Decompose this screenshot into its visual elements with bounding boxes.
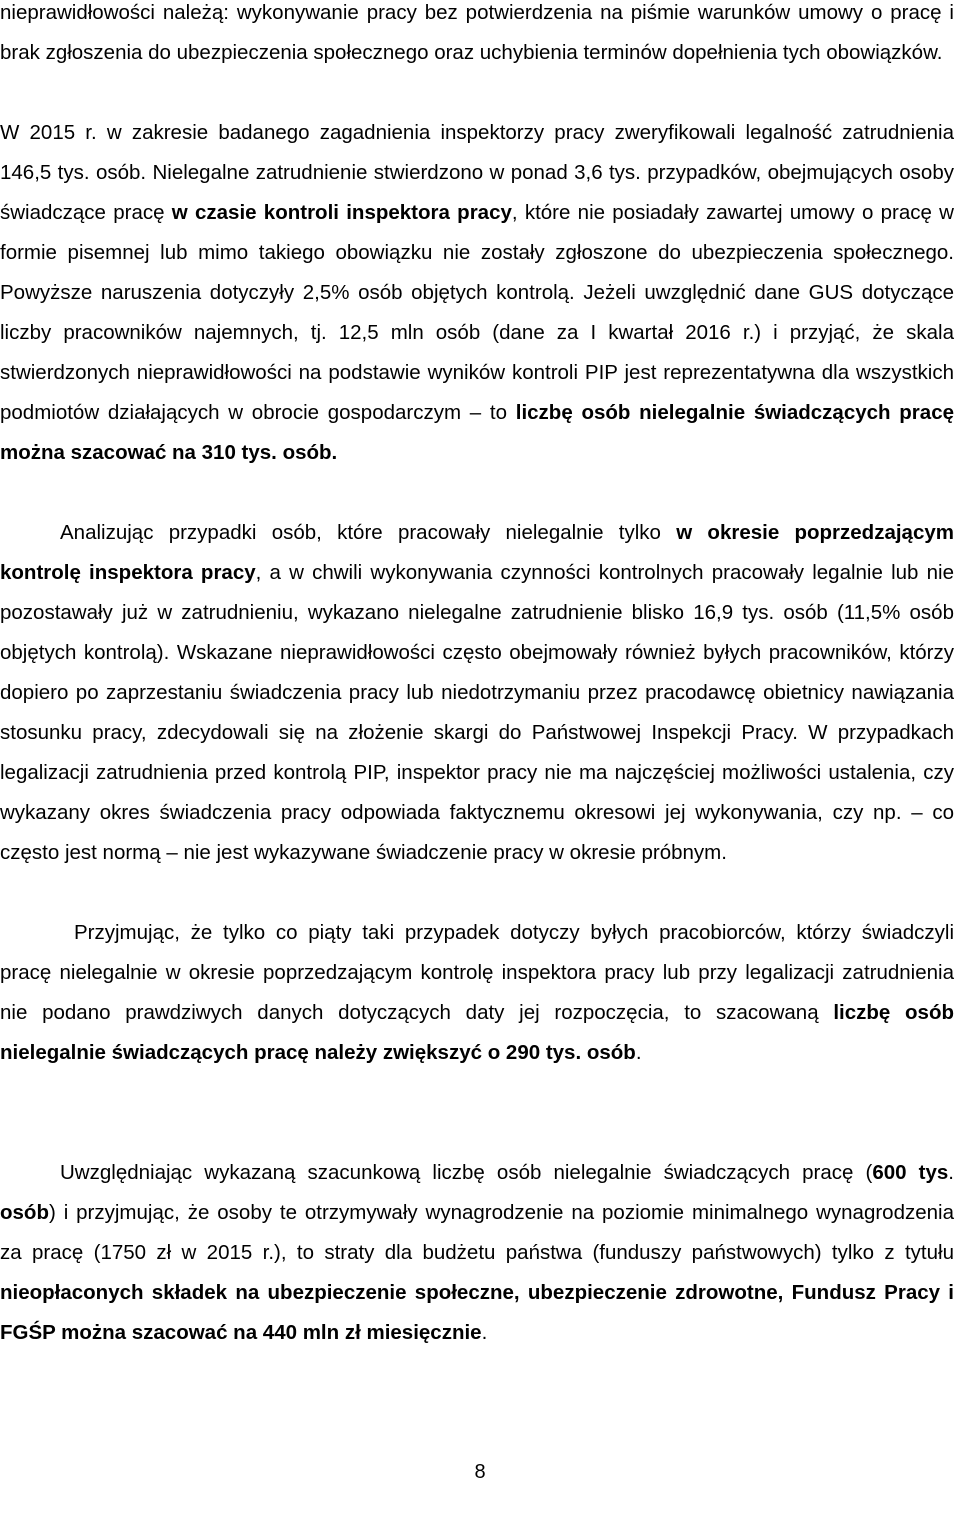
text-run: Uwzględniając wykazaną szacunkową liczbę osób nielegalnie świadczących pracę (: [60, 1161, 873, 1184]
text-run: , a w chwili wykonywania czynności kontrolnych pracowały legalnie lub nie pozostawały już w zatrudnieniu, wykazano nielegalne zatrudnienie blisko 16,9 tys. osób (11,5% osób objętych kontrolą). Wskazane nieprawidłowości często obejmowały również byłych pracowników, którzy dopiero po zaprzestaniu świadczenia pracy lub niedotrzymaniu przez pracodawcę obietnicy nawiązania stosunku pracy, zdecydowali się na złożenie skargi do Państwowej Inspekcji Pracy. W przypadkach legalizacji zatrudnienia przed kontrolą PIP, inspektor pracy nie ma najczęściej możliwości ustalenia, czy wykazany okres świadczenia pracy odpowiada faktycznemu okresowi jej wykonywania, czy np. – co często jest normą – nie jest wykazywane świadczenie pracy w okresie próbnym.: [0, 561, 954, 864]
text-run: .: [635, 1041, 642, 1064]
paragraph-3: [0, 513, 954, 873]
text-run: , które nie posiadały zawartej umowy o pracę w formie pisemnej lub mimo takiego obowiązku nie zostały zgłoszone do ubezpieczenia społecznego. Powyższe naruszenia dotyczyły 2,5% osób objętych kontrolą. Jeżeli uwzględnić dane GUS dotyczące liczby pracowników najemnych, tj. 12,5 mln osób (dane za I kwartał 2016 r.) i przyjąć, że skala stwierdzonych nieprawidłowości na podstawie wyników kontroli PIP jest reprezentatywna dla wszystkich podmiotów działających w obrocie gospodarczym – to: [0, 201, 954, 424]
bold-text-run: w czasie kontroli inspektora pracy: [171, 201, 512, 224]
text-run: nieprawidłowości należą: wykonywanie pracy bez potwierdzenia na piśmie warunków umowy o pracę i brak zgłoszenia do ubezpieczenia społecznego oraz uchybienia terminów dopełnienia tych obowiązków.: [0, 1, 954, 64]
bold-text-run: nieopłaconych składek na ubezpieczenie społeczne, ubezpieczenie zdrowotne, Fundusz Pracy i FGŚP można szacować na 440 mln zł miesięcznie: [0, 1281, 954, 1344]
paragraph-1: [0, 0, 954, 73]
bold-text-run: osób: [0, 1201, 49, 1224]
bold-text-run: w okresie poprzedzającym kontrolę inspektora pracy: [0, 521, 954, 584]
bold-text-run: 600 tys: [872, 1161, 949, 1184]
text-run: Analizując przypadki osób, które pracowały nielegalnie tylko: [60, 521, 677, 544]
text-run: .: [948, 1161, 954, 1184]
bold-text-run: liczbę osób nielegalnie świadczących pracę należy zwiększyć o 290 tys. osób: [0, 1001, 954, 1064]
text-run: ) i przyjmując, że osoby te otrzymywały wynagrodzenie na poziomie minimalnego wynagrodzenia za pracę (1750 zł w 2015 r.), to straty dla budżetu państwa (funduszy państwowych) tylko z tytułu: [0, 1201, 954, 1264]
paragraph-4: [0, 913, 954, 1073]
page-number: 8: [474, 1461, 486, 1483]
text-run: Przyjmując, że tylko co piąty taki przypadek dotyczy byłych pracobiorców, którzy świadczyli pracę nielegalnie w okresie poprzedzającym kontrolę inspektora pracy lub przy legalizacji zatrudnienia nie podano prawdziwych danych dotyczących daty jej rozpoczęcia, to szacowaną: [0, 921, 954, 1024]
paragraph-2: [0, 113, 954, 473]
bold-text-run: liczbę osób nielegalnie świadczących pracę można szacować na 310 tys. osób.: [0, 401, 954, 464]
text-run: W 2015 r. w zakresie badanego zagadnienia inspektorzy pracy zweryfikowali legalność zatrudnienia 146,5 tys. osób. Nielegalne zatrudnienie stwierdzono w ponad 3,6 tys. przypadków, obejmujących osoby świadczące pracę: [0, 121, 954, 224]
paragraph-5: [0, 1153, 954, 1353]
text-run: .: [481, 1321, 488, 1344]
